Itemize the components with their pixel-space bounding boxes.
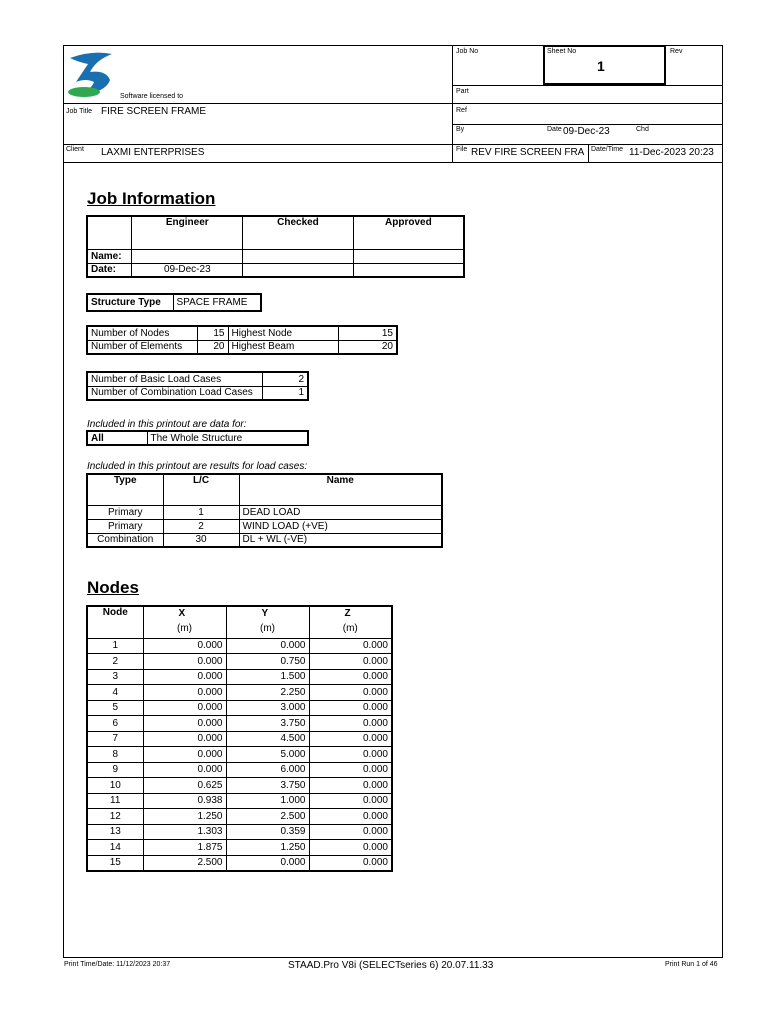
name-label: Name:: [87, 249, 132, 263]
node-y-cell: 4.500: [226, 731, 309, 747]
node-z-cell: 0.000: [309, 840, 392, 856]
signoff-table: [86, 215, 465, 278]
nodes-count-label: Number of Nodes: [87, 326, 197, 340]
highest-node-label: Highest Node: [228, 326, 338, 340]
node-id-cell: 1: [87, 638, 143, 654]
table-row: [87, 855, 392, 871]
node-id-cell: 12: [87, 809, 143, 825]
table-row: [87, 840, 392, 856]
nodes-col-node: Node: [87, 606, 143, 638]
node-x-cell: 0.000: [143, 638, 226, 654]
lc-type-2: Primary: [87, 519, 163, 533]
node-id-cell: 2: [87, 654, 143, 670]
node-y-cell: 3.750: [226, 716, 309, 732]
node-y-cell: 2.500: [226, 809, 309, 825]
node-y-cell: 0.359: [226, 824, 309, 840]
node-x-cell: 0.000: [143, 762, 226, 778]
included-data-text: Included in this printout are data for:: [87, 419, 247, 430]
table-row: [87, 762, 392, 778]
table-row: [87, 669, 392, 685]
node-id-cell: 3: [87, 669, 143, 685]
chd-label: Chd: [636, 126, 649, 133]
header-divider: [452, 45, 453, 162]
node-id-cell: 8: [87, 747, 143, 763]
node-x-cell: 0.000: [143, 654, 226, 670]
approved-name-cell: [353, 249, 464, 263]
node-z-cell: 0.000: [309, 638, 392, 654]
table-row: [87, 793, 392, 809]
node-z-cell: 0.000: [309, 685, 392, 701]
footer-print-run: Print Run 1 of 46: [665, 961, 718, 968]
date-label: Date: [547, 126, 562, 133]
node-z-cell: 0.000: [309, 700, 392, 716]
datetime-value: 11-Dec-2023 20:23: [629, 147, 714, 158]
software-licensed-text: Software licensed to: [120, 93, 184, 100]
file-value: REV FIRE SCREEN FRA: [471, 147, 585, 158]
node-z-cell: 0.000: [309, 716, 392, 732]
included-results-text: Included in this printout are results for load cases:: [87, 461, 308, 472]
datetime-divider: [588, 144, 589, 162]
table-row: [87, 700, 392, 716]
node-x-cell: 0.000: [143, 700, 226, 716]
client-label: Client: [66, 146, 84, 153]
node-z-cell: 0.000: [309, 778, 392, 794]
node-id-cell: 4: [87, 685, 143, 701]
nodes-unit-z: (m): [309, 620, 392, 638]
table-row: [87, 731, 392, 747]
node-id-cell: 14: [87, 840, 143, 856]
node-x-cell: 1.250: [143, 809, 226, 825]
node-y-cell: 2.250: [226, 685, 309, 701]
node-id-cell: 6: [87, 716, 143, 732]
elements-count-label: Number of Elements: [87, 340, 197, 354]
table-row: [87, 809, 392, 825]
node-x-cell: 0.625: [143, 778, 226, 794]
date-row-label: Date:: [87, 263, 132, 277]
ref-label: Ref: [456, 107, 467, 114]
node-id-cell: 5: [87, 700, 143, 716]
all-label: All: [87, 431, 147, 445]
nodes-unit-x: (m): [143, 620, 226, 638]
job-title-value: FIRE SCREEN FRAME: [101, 106, 207, 117]
highest-beam-value: 20: [338, 340, 397, 354]
job-info-heading: Job Information: [87, 189, 216, 208]
client-value: LAXMI ENTERPRISES: [101, 147, 205, 158]
logo-row-line: [63, 103, 453, 104]
structure-type-label: Structure Type: [87, 294, 173, 311]
nodes-col-y: Y: [226, 606, 309, 620]
node-y-cell: 0.000: [226, 638, 309, 654]
datetime-label: Date/Time: [591, 146, 624, 153]
sheet-no-value: 1: [597, 58, 605, 74]
nodes-col-z: Z: [309, 606, 392, 620]
node-id-cell: 10: [87, 778, 143, 794]
lc-number-30: 30: [163, 533, 239, 547]
node-z-cell: 0.000: [309, 809, 392, 825]
counts-table: [86, 325, 398, 355]
node-x-cell: 0.000: [143, 731, 226, 747]
checked-name-cell: [243, 249, 354, 263]
node-z-cell: 0.000: [309, 855, 392, 871]
job-title-label: Job Title: [66, 108, 93, 115]
highest-beam-label: Highest Beam: [228, 340, 338, 354]
nodes-unit-y: (m): [226, 620, 309, 638]
node-id-cell: 15: [87, 855, 143, 871]
lc-name-2: WIND LOAD (+VE): [239, 519, 442, 533]
header-bottom-line: [63, 144, 723, 145]
node-y-cell: 0.750: [226, 654, 309, 670]
jobno-row-line: [452, 85, 723, 86]
node-x-cell: 0.000: [143, 747, 226, 763]
lc-type-1: Primary: [87, 505, 163, 519]
file-label: File: [456, 146, 468, 153]
node-x-cell: 2.500: [143, 855, 226, 871]
basic-load-cases-label: Number of Basic Load Cases: [87, 372, 262, 386]
table-row: [87, 778, 392, 794]
lc-number-2: 2: [163, 519, 239, 533]
included-data-table: [86, 430, 309, 446]
part-row-line: [452, 103, 723, 104]
checked-date-cell: [243, 263, 354, 277]
node-z-cell: 0.000: [309, 762, 392, 778]
node-x-cell: 1.875: [143, 840, 226, 856]
node-z-cell: 0.000: [309, 731, 392, 747]
engineer-name-cell: [132, 249, 243, 263]
sheet-no-label: Sheet No: [547, 48, 577, 55]
node-x-cell: 0.000: [143, 716, 226, 732]
node-id-cell: 11: [87, 793, 143, 809]
basic-load-cases-value: 2: [262, 372, 308, 386]
node-y-cell: 3.000: [226, 700, 309, 716]
node-y-cell: 0.000: [226, 855, 309, 871]
nodes-count-value: 15: [197, 326, 228, 340]
elements-count-value: 20: [197, 340, 228, 354]
date-value: 09-Dec-23: [563, 126, 610, 137]
node-y-cell: 3.750: [226, 778, 309, 794]
lc-col-type: Type: [87, 474, 163, 505]
node-id-cell: 9: [87, 762, 143, 778]
table-row: [87, 685, 392, 701]
engineer-date-cell: 09-Dec-23: [132, 263, 243, 277]
node-z-cell: 0.000: [309, 654, 392, 670]
all-value: The Whole Structure: [147, 431, 308, 445]
node-z-cell: 0.000: [309, 824, 392, 840]
node-z-cell: 0.000: [309, 669, 392, 685]
job-no-label: Job No: [456, 48, 479, 55]
signoff-col-approved: Approved: [353, 216, 464, 249]
table-row: [87, 747, 392, 763]
node-z-cell: 0.000: [309, 747, 392, 763]
lc-col-lc: L/C: [163, 474, 239, 505]
signoff-col-engineer: Engineer: [132, 216, 243, 249]
lc-number-1: 1: [163, 505, 239, 519]
node-x-cell: 0.000: [143, 685, 226, 701]
company-logo: [66, 48, 118, 105]
node-y-cell: 1.250: [226, 840, 309, 856]
node-y-cell: 5.000: [226, 747, 309, 763]
lc-name-30: DL + WL (-VE): [239, 533, 442, 547]
node-x-cell: 0.000: [143, 669, 226, 685]
by-label: By: [456, 126, 465, 133]
node-y-cell: 1.500: [226, 669, 309, 685]
highest-node-value: 15: [338, 326, 397, 340]
lc-col-name: Name: [239, 474, 442, 505]
structure-type-value: SPACE FRAME: [173, 294, 261, 311]
nodes-heading: Nodes: [87, 578, 139, 597]
rev-label: Rev: [670, 48, 683, 55]
structure-type-table: [86, 293, 262, 312]
table-row: [87, 638, 392, 654]
signoff-corner: [87, 216, 132, 249]
lc-type-30: Combination: [87, 533, 163, 547]
table-row: [87, 654, 392, 670]
table-row: [87, 824, 392, 840]
node-id-cell: 7: [87, 731, 143, 747]
approved-date-cell: [353, 263, 464, 277]
node-y-cell: 1.000: [226, 793, 309, 809]
part-label: Part: [456, 88, 469, 95]
combination-load-cases-label: Number of Combination Load Cases: [87, 386, 262, 400]
header-bottom-line-2: [63, 162, 723, 163]
node-id-cell: 13: [87, 824, 143, 840]
nodes-table: [86, 605, 393, 872]
combination-load-cases-value: 1: [262, 386, 308, 400]
node-x-cell: 0.938: [143, 793, 226, 809]
load-count-table: [86, 371, 309, 401]
lc-name-1: DEAD LOAD: [239, 505, 442, 519]
node-x-cell: 1.303: [143, 824, 226, 840]
ref-row-line: [452, 124, 723, 125]
footer-software: STAAD.Pro V8i (SELECTseries 6) 20.07.11.33: [288, 960, 494, 971]
node-z-cell: 0.000: [309, 793, 392, 809]
signoff-col-checked: Checked: [243, 216, 354, 249]
table-row: [87, 716, 392, 732]
node-y-cell: 6.000: [226, 762, 309, 778]
footer-print-time: Print Time/Date: 11/12/2023 20:37: [64, 961, 171, 968]
load-cases-table: [86, 473, 443, 548]
nodes-col-x: X: [143, 606, 226, 620]
